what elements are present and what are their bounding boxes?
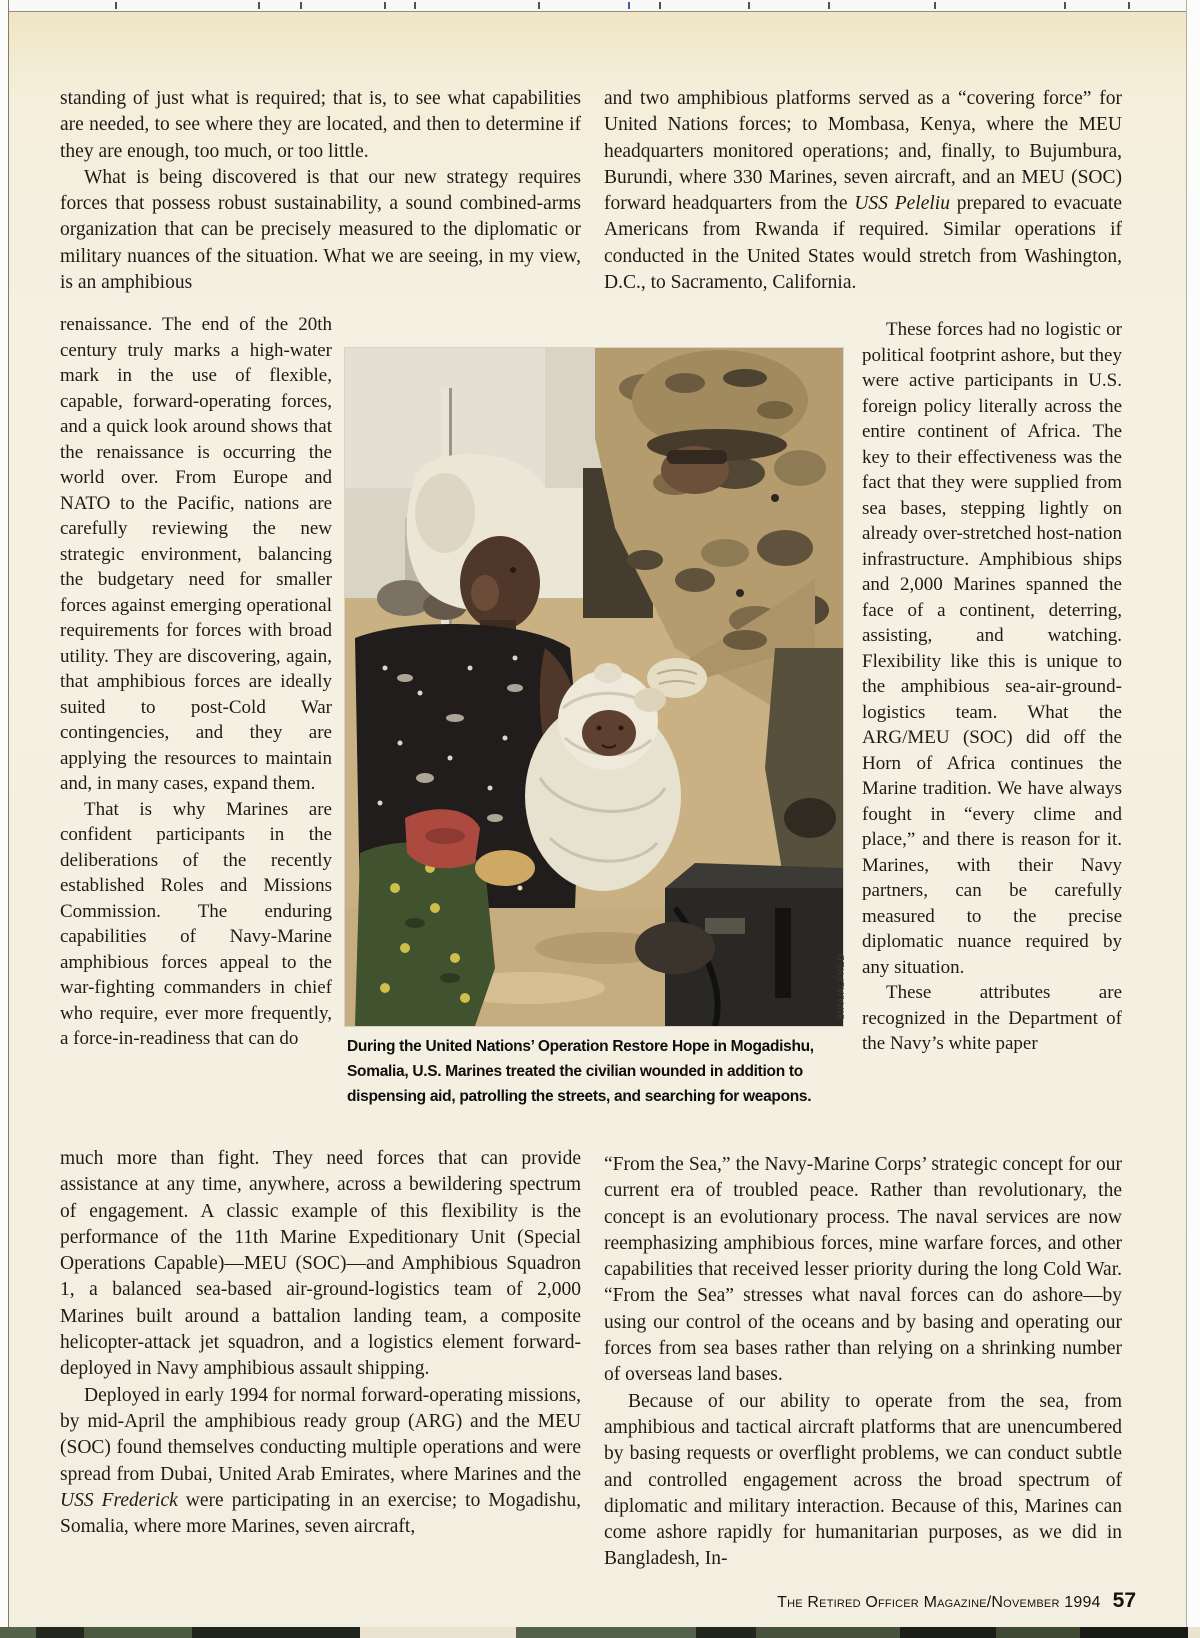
photo-illustration: [345, 348, 843, 1026]
left-column-bottom: [60, 1146, 581, 1540]
scan-edge-bottom: [0, 1627, 1200, 1638]
paragraph: and two amphibious platforms served as a “covering force” for United Nations forces; to Mombasa, Kenya, where the MEU headquarters monitored operations; and, finally, to Bujumbura, Burundi, where 330 Marines, seven aircraft, and an MEU (SOC) forward headquarters from the USS Peleliu prepared to evacuate Americans from Rwanda if required. Similar operations if conducted in the United States would stretch from Washington, D.C., to Sacramento, California.: [604, 88, 1123, 294]
scan-edge-top: [0, 0, 1200, 12]
paragraph: much more than fight. They need forces that can provide assistance at any time, anywhere, across a bewildering spectrum of engagement. A classic example of this flexibility is the performance of the 11th Marine Expeditionary Unit (Special Operations Capable)—MEU (SOC)—and Amphibious Squadron 1, a balanced sea-based air-ground-logistics team of 2,000 Marines built around a battalion landing team, a composite helicopter-attack jet squadron, and a logistics element forward-deployed in Navy amphibious assault shipping.: [60, 1148, 581, 1380]
paragraph: What is being discovered is that our new strategy requires forces that possess robust sustainability, a sound combined-arms organization that can be precisely measured to the diplomatic or military nuances of the situation. What we are seeing, in my view, is an amphibious: [60, 166, 581, 294]
photo-credit: SIPA/ALFRED: [836, 953, 847, 1020]
left-column-wrap: [60, 312, 332, 1052]
paragraph: These attributes are recognized in the Department of the Navy’s white paper: [862, 982, 1122, 1054]
right-column-bottom: [604, 1152, 1122, 1573]
photo-marines-mogadishu: [345, 348, 843, 1026]
paragraph: “From the Sea,” the Navy-Marine Corps’ strategic concept for our current era of troubled peace. Rather than revolutionary, the concept is an evolutionary process. The naval services are now reemphasizing amphibious forces, mine warfare forces, and other capabilities that received lesser priority during the long Cold War. “From the Sea” stresses what naval forces can do ashore—by using our control of the oceans and by basing and operating our forces from sea bases rather than relying on a shrinking number of overseas land bases.: [604, 1154, 1122, 1386]
scan-tick: [659, 2, 661, 9]
scan-tick: [384, 2, 386, 9]
scan-tick: [628, 2, 630, 9]
paragraph: renaissance. The end of the 20th century truly marks a high-water mark in the use of flexible, capable, forward-operating forces, and a quick look around shows that the renaissance is occurring the world over. From Europe and NATO to the Pacific, nations are carefully reviewing the new strategic environment, balancing the budgetary need for smaller forces against emerging operational requirements for forces with broad utility. They are discovering, again, that amphibious forces are ideally suited to post-Cold War contingencies, and they are applying the resources to maintain and, in many cases, expand them.: [60, 314, 332, 794]
paragraph: standing of just what is required; that is, to see what capabilities are needed, to see where they are located, and then to determine if they are enough, too much, or too little.: [60, 88, 581, 162]
paragraph: That is why Marines are confident participants in the deliberations of the recently established Roles and Missions Commission. The enduring capabilities of Navy-Marine amphibious forces appeal to the war-fighting commanders in chief who require, ever more frequently, a force-in-readiness that can do: [60, 798, 332, 1049]
page-footer: [500, 1589, 1136, 1613]
scan-tick: [258, 2, 260, 9]
page-number: 57: [1112, 1589, 1136, 1612]
scan-edge-right: [1186, 0, 1200, 1638]
scan-tick: [414, 2, 416, 9]
scan-tick: [538, 2, 540, 9]
scan-edge-left: [0, 0, 9, 1638]
right-column-top: [604, 86, 1122, 296]
scan-tick: [115, 2, 117, 9]
right-column-wrap: [862, 317, 1122, 1057]
scan-tick: [934, 2, 936, 9]
scan-tick: [300, 2, 302, 9]
paragraph: Deployed in early 1994 for normal forward-operating missions, by mid-April the amphibious ready group (ARG) and the MEU (SOC) found themselves conducting multiple operations and were spread from Dubai, United Arab Emirates, where Marines and the USS Frederick were participating in an exercise; to Mogadishu, Somalia, where more Marines, seven aircraft,: [60, 1384, 581, 1538]
paragraph: These forces had no logistic or political footprint ashore, but they were active participants in U.S. foreign policy literally across the entire continent of Africa. The key to their effectiveness was the fact that they were supplied from sea bases, stepping lightly on already over-stretched host-nation infrastructure. Amphibious ships and 2,000 Marines spanned the face of a continent, deterring, assisting, and watching. Flexibility like this is unique to the amphibious sea-air-ground-logistics team. What the ARG/MEU (SOC) did off the Horn of Africa continues the Marine tradition. We have always fought in “every clime and place,” and there is reason for it. Marines, with their Navy partners, can be carefully measured to the precise diplomatic nuance required by any situation.: [862, 319, 1122, 978]
left-column-top: [60, 86, 581, 296]
scan-tick: [828, 2, 830, 9]
scan-tick: [1128, 2, 1130, 9]
magazine-title: The Retired Officer Magazine/November 1994: [777, 1594, 1101, 1611]
scan-tick: [748, 2, 750, 9]
scan-tick: [1064, 2, 1066, 9]
paragraph: Because of our ability to operate from the sea, from amphibious and tactical aircraft platforms that are unencumbered by basing requests or overflight problems, we can conduct subtle and controlled engagement across the broad spectrum of diplomatic and military interaction. Because of this, Marines can come ashore rapidly for humanitarian purposes, as we did in Bangladesh, In-: [604, 1390, 1122, 1570]
photo-caption: During the United Nations’ Operation Restore Hope in Mogadishu, Somalia, U.S. Marines treated the civilian wounded in addition to dispensing aid, patrolling the streets, and searching for weapons.: [347, 1038, 814, 1105]
